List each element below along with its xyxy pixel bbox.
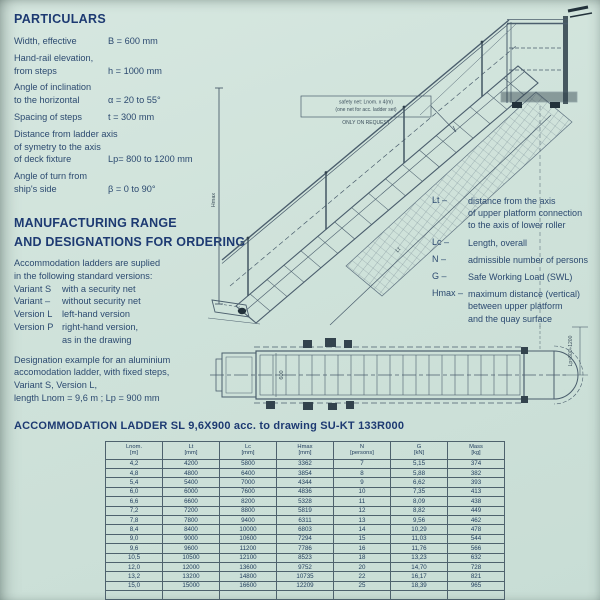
table-cell: 8,4 xyxy=(106,525,163,534)
header-unit: [persons] xyxy=(350,450,374,457)
table-cell: 4,2 xyxy=(106,459,163,468)
table-cell: 10000 xyxy=(220,525,277,534)
table-row xyxy=(106,525,505,534)
particulars-label: Hand-rail elevation, xyxy=(14,52,94,63)
designation-example-line: Designation example for an aluminium xyxy=(14,354,171,365)
table-row xyxy=(106,581,505,590)
table-cell: 10,29 xyxy=(391,525,448,534)
particulars-value: β = 0 to 90° xyxy=(108,183,156,194)
table-cell: 6,6 xyxy=(106,497,163,506)
table-cell: 413 xyxy=(448,487,505,496)
table-cell: 9,56 xyxy=(391,515,448,524)
table-cell: 7,2 xyxy=(106,506,163,515)
table-cell: 7800 xyxy=(163,515,220,524)
legend-definition-line: Length, overall xyxy=(468,237,528,248)
legend-entry xyxy=(432,288,598,325)
legend-term: Lt – xyxy=(432,195,448,205)
table-cell: 5,15 xyxy=(391,459,448,468)
particulars-label: to the horizontal xyxy=(14,95,80,106)
particulars-label: Angle of inclination xyxy=(14,82,92,93)
table-cell: 16 xyxy=(334,544,391,553)
table-cell: 15000 xyxy=(163,581,220,590)
table-cell: 10,5 xyxy=(106,553,163,562)
particulars-label-line xyxy=(14,170,219,183)
legend-term: G – xyxy=(432,271,447,282)
variant-term: Version P xyxy=(14,321,54,332)
table-cell: 13,2 xyxy=(106,572,163,581)
variant-desc: left-hand version xyxy=(62,309,130,320)
table-cell: 12209 xyxy=(277,581,334,590)
table-cell: 9752 xyxy=(277,562,334,571)
particulars-row xyxy=(14,81,219,107)
table-cell: 8800 xyxy=(220,506,277,515)
table-cell: 3362 xyxy=(277,459,334,468)
table-cell: 728 xyxy=(448,562,505,571)
table-cell: 8 xyxy=(334,468,391,477)
particulars-row xyxy=(14,170,219,196)
table-header-row xyxy=(106,442,505,460)
legend-entry xyxy=(432,237,598,249)
table-row xyxy=(106,478,505,487)
table-cell xyxy=(391,591,448,600)
table-cell xyxy=(448,591,505,600)
table-cell: 632 xyxy=(448,553,505,562)
table-cell: 10735 xyxy=(277,572,334,581)
table-cell: 449 xyxy=(448,506,505,515)
legend-entry xyxy=(432,254,598,266)
legend-definition xyxy=(468,288,598,325)
table-header-cell xyxy=(391,442,448,460)
particulars-value: α = 20 to 55° xyxy=(108,95,161,106)
header-unit: [mm] xyxy=(241,450,255,457)
table-cell: 965 xyxy=(448,581,505,590)
header-unit: [kg] xyxy=(471,450,481,457)
table-cell: 8523 xyxy=(277,553,334,562)
table-cell xyxy=(277,591,334,600)
table-cell: 12100 xyxy=(220,553,277,562)
legend-definition-line: Safe Working Load (SWL) xyxy=(468,272,573,283)
table-row xyxy=(106,544,505,553)
table-header-cell xyxy=(106,442,163,460)
table-header-cell xyxy=(448,442,505,460)
table-cell: 9400 xyxy=(220,515,277,524)
legend-definition-line: maximum distance (vertical) xyxy=(468,289,581,300)
table-cell: 12 xyxy=(334,506,391,515)
variant-term: Variant – xyxy=(14,296,51,307)
particulars-label-line xyxy=(14,94,219,107)
manufacturing-intro-line: in the following standard versions: xyxy=(14,270,153,281)
table-cell: 18 xyxy=(334,553,391,562)
table-cell: 13 xyxy=(334,515,391,524)
table-header-cell xyxy=(277,442,334,460)
table-row xyxy=(106,572,505,581)
table-cell: 566 xyxy=(448,544,505,553)
table-cell: 20 xyxy=(334,562,391,571)
legend-definition-line: to the axis of lower roller xyxy=(468,220,566,231)
table-cell: 7000 xyxy=(220,478,277,487)
legend-definition-line: distance from the axis xyxy=(468,196,556,206)
table-row xyxy=(106,515,505,524)
header-symbol: Hmax xyxy=(297,443,313,450)
table-cell: 11 xyxy=(334,497,391,506)
table-cell: 9 xyxy=(334,478,391,487)
particulars-label: of deck fixture xyxy=(14,154,72,165)
table-cell: 7,35 xyxy=(391,487,448,496)
table-cell: 11,76 xyxy=(391,544,448,553)
table-cell: 6,0 xyxy=(106,487,163,496)
particulars-section xyxy=(14,12,219,200)
table-cell: 4,8 xyxy=(106,468,163,477)
particulars-row xyxy=(14,128,219,166)
header-symbol: Lt xyxy=(188,443,194,450)
particulars-label-line xyxy=(14,128,219,141)
particulars-label: of symetry to the axis xyxy=(14,141,101,152)
lp-dimension xyxy=(562,327,588,375)
particulars-label-line xyxy=(14,111,219,124)
note-line-1: safety net: Lnom. x 4(m) xyxy=(339,99,393,106)
table-cell: 7,8 xyxy=(106,515,163,524)
legend-definition-line: admissible number of persons xyxy=(468,254,589,265)
manufacturing-title-line1: MANUFACTURING RANGE xyxy=(14,216,177,230)
header-symbol: Lc xyxy=(244,443,252,450)
table-row xyxy=(106,553,505,562)
table-cell: 8400 xyxy=(163,525,220,534)
particulars-value: B = 600 mm xyxy=(108,36,158,46)
variant-desc: with a security net xyxy=(62,283,136,294)
table-cell: 821 xyxy=(448,572,505,581)
table-cell: 14 xyxy=(334,525,391,534)
table-cell: 9600 xyxy=(163,544,220,553)
lt-label: Lt xyxy=(394,246,403,255)
manufacturing-title-line2: AND DESIGNATIONS FOR ORDERING xyxy=(14,235,246,249)
particulars-value: h = 1000 mm xyxy=(108,65,162,76)
header-symbol: Mass xyxy=(469,443,483,450)
table-cell: 9,6 xyxy=(106,544,163,553)
symbol-legend xyxy=(432,195,598,330)
table-cell: 11,03 xyxy=(391,534,448,543)
table-cell: 14,70 xyxy=(391,562,448,571)
table-cell: 16600 xyxy=(220,581,277,590)
table-row xyxy=(106,487,505,496)
table-row xyxy=(106,506,505,515)
legend-entry xyxy=(432,195,598,232)
upper-platform xyxy=(501,7,592,108)
table-cell: 6000 xyxy=(163,487,220,496)
table-cell: 5819 xyxy=(277,506,334,515)
table-cell xyxy=(220,591,277,600)
table-cell: 4344 xyxy=(277,478,334,487)
table-cell: 13200 xyxy=(163,572,220,581)
table-cell: 25 xyxy=(334,581,391,590)
particulars-list xyxy=(14,35,219,196)
designation-example-line: Variant S, Version L, xyxy=(14,380,98,391)
table-cell: 9000 xyxy=(163,534,220,543)
table-row-partial xyxy=(106,591,505,600)
table-cell: 5400 xyxy=(163,478,220,487)
variant-desc: without security net xyxy=(62,296,141,307)
particulars-value: Lp= 800 to 1200 mm xyxy=(108,154,193,165)
table-cell xyxy=(106,591,163,600)
particulars-label: Distance from ladder axis xyxy=(14,128,118,139)
table-cell: 8200 xyxy=(220,497,277,506)
particulars-label-line xyxy=(14,52,219,65)
header-symbol: G xyxy=(416,443,422,450)
table-row xyxy=(106,562,505,571)
table-cell: 544 xyxy=(448,534,505,543)
header-symbol: Lnom. xyxy=(125,443,143,450)
particulars-label: from steps xyxy=(14,65,57,76)
table-cell: 7 xyxy=(334,459,391,468)
table-header-cell xyxy=(220,442,277,460)
legend-definition-line: of upper platform connection xyxy=(468,208,583,219)
table-cell: 5800 xyxy=(220,459,277,468)
dimension-table-wrap xyxy=(105,441,505,600)
header-unit: [kN] xyxy=(413,450,425,457)
table-header-cell xyxy=(163,442,220,460)
table-cell: 8,82 xyxy=(391,506,448,515)
particulars-label: Spacing of steps xyxy=(14,111,82,122)
table-header-cell xyxy=(334,442,391,460)
table-cell: 10600 xyxy=(220,534,277,543)
table-cell xyxy=(163,591,220,600)
lp-dim-label: Lp=800÷1200 xyxy=(568,335,574,367)
variant-term: Version L xyxy=(14,309,53,320)
particulars-label-line xyxy=(14,81,219,94)
particulars-label-line xyxy=(14,35,219,48)
table-cell: 5,88 xyxy=(391,468,448,477)
particulars-label-line xyxy=(14,65,219,78)
designation-example-line: length Lnom = 9,6 m ; Lp = 900 mm xyxy=(14,392,160,403)
particulars-label: Width, effective xyxy=(14,36,77,46)
table-cell: 478 xyxy=(448,525,505,534)
particulars-label-line xyxy=(14,141,219,154)
table-cell: 13600 xyxy=(220,562,277,571)
header-unit: [mm] xyxy=(298,450,312,457)
legend-definition xyxy=(468,271,598,283)
table-row xyxy=(106,468,505,477)
table-cell: 382 xyxy=(448,468,505,477)
table-cell: 7600 xyxy=(220,487,277,496)
table-row xyxy=(106,534,505,543)
table-cell: 6311 xyxy=(277,515,334,524)
header-unit: [m] xyxy=(129,450,139,457)
table-cell: 11200 xyxy=(220,544,277,553)
legend-definition-line: between upper platform xyxy=(468,301,563,312)
table-cell: 12000 xyxy=(163,562,220,571)
table-cell: 9,0 xyxy=(106,534,163,543)
table-cell: 15,0 xyxy=(106,581,163,590)
particulars-label: ship's side xyxy=(14,183,57,194)
table-cell: 13,23 xyxy=(391,553,448,562)
note-line-3: ONLY ON REQUEST xyxy=(342,120,390,126)
legend-term: N – xyxy=(432,253,447,264)
variant-desc: right-hand version, xyxy=(62,321,139,332)
table-row xyxy=(106,497,505,506)
table-cell: 6600 xyxy=(163,497,220,506)
table-body xyxy=(106,459,505,600)
header-symbol: N xyxy=(359,443,365,450)
table-header xyxy=(106,442,505,460)
table-cell: 462 xyxy=(448,515,505,524)
particulars-row xyxy=(14,111,219,124)
variant-term: Variant S xyxy=(14,283,52,294)
table-cell: 7786 xyxy=(277,544,334,553)
table-cell: 5,4 xyxy=(106,478,163,487)
table-cell: 374 xyxy=(448,459,505,468)
table-cell: 12,0 xyxy=(106,562,163,571)
table-cell: 393 xyxy=(448,478,505,487)
table-cell: 4836 xyxy=(277,487,334,496)
table-cell: 438 xyxy=(448,497,505,506)
table-cell: 6400 xyxy=(220,468,277,477)
particulars-row xyxy=(14,52,219,78)
table-cell: 3854 xyxy=(277,468,334,477)
table-cell: 18,39 xyxy=(391,581,448,590)
legend-definition xyxy=(468,237,598,249)
table-row xyxy=(106,459,505,468)
table-cell: 8,09 xyxy=(391,497,448,506)
legend-term: Lc – xyxy=(432,236,450,247)
table-cell: 6,62 xyxy=(391,478,448,487)
particulars-value: t = 300 mm xyxy=(108,111,155,122)
legend-definition xyxy=(468,195,598,232)
manufacturing-intro-line: Accommodation ladders are suplied xyxy=(14,258,161,268)
legend-entry xyxy=(432,271,598,283)
table-cell: 14800 xyxy=(220,572,277,581)
width-dim-label: 600 xyxy=(279,370,285,380)
particulars-label: Angle of turn from xyxy=(14,171,88,182)
particulars-row xyxy=(14,35,219,48)
particulars-label-line xyxy=(14,153,219,166)
header-unit: [mm] xyxy=(184,450,198,457)
designation-example-line: accomodation ladder, with fixed steps, xyxy=(14,367,170,378)
table-cell: 22 xyxy=(334,572,391,581)
dimension-table xyxy=(105,441,505,600)
table-cell: 7294 xyxy=(277,534,334,543)
hmax-label: Hmax xyxy=(211,192,217,208)
table-cell: 16,17 xyxy=(391,572,448,581)
legend-term: Hmax – xyxy=(432,288,464,299)
variant-desc: as in the drawing xyxy=(62,334,132,345)
table-cell: 4800 xyxy=(163,468,220,477)
table-title: ACCOMMODATION LADDER SL 9,6X900 acc. to drawing SU-KT 133R000 xyxy=(14,420,405,432)
table-cell: 7200 xyxy=(163,506,220,515)
note-line-2: (one net for acc. ladder set) xyxy=(335,107,397,113)
table-cell: 5328 xyxy=(277,497,334,506)
table-cell: 10500 xyxy=(163,553,220,562)
table-cell: 15 xyxy=(334,534,391,543)
table-cell: 10 xyxy=(334,487,391,496)
table-cell xyxy=(334,591,391,600)
ladder-plan-view-drawing xyxy=(206,326,600,422)
particulars-label-line xyxy=(14,183,219,196)
table-cell: 4200 xyxy=(163,459,220,468)
table-cell: 6803 xyxy=(277,525,334,534)
legend-definition-line: and the quay surface xyxy=(468,313,553,324)
safety-net-note xyxy=(301,96,456,132)
particulars-title: PARTICULARS xyxy=(14,12,106,26)
legend-definition xyxy=(468,254,598,266)
